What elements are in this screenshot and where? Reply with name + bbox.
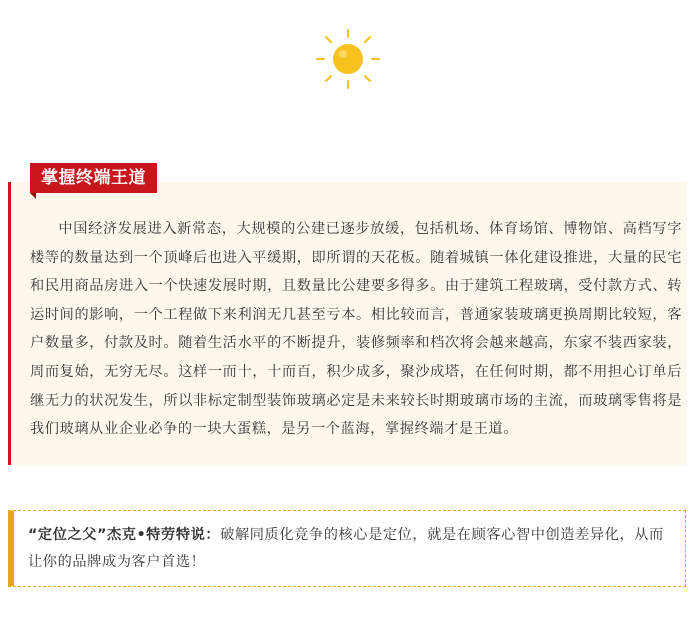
sun-icon [312, 27, 384, 91]
quote-lead: “定位之父”杰克•特劳特说： [28, 527, 221, 543]
quote-text [28, 522, 678, 576]
section-title-tag: 掌握终端王道 [30, 163, 157, 193]
section-tag-fold [30, 193, 36, 199]
quote-body: 破解同质化竞争的核心是定位，就是在顾客心智中创造差异化，从而让你的品牌成为客户首选！ [28, 527, 664, 570]
section-paragraph: 中国经济发展进入新常态，大规模的公建已逐步放缓，包括机场、体育场馆、博物馆、高档写字楼等的数量达到一个顶峰后也进入平缓期，即所谓的天花板。随着城镇一体化建设推进，大量的民宅和民用商品房进入一个快速发展时期，且数量比公建要多得多。由于建筑工程玻璃，受付款方式、转运时间的影响，一个工程做下来利润无几甚至亏本。相比较而言，普通家装玻璃更换周期比较短，客户数量多，付款及时。随着生活水平的不断提升，装修频率和档次将会越来越高，东家不装西家装，周而复始，无穷无尽。这样一而十，十而百，积少成多，聚沙成塔，在任何时期，都不用担心订单后继无力的状况发生，所以非标定制型装饰玻璃必定是未来较长时期玻璃市场的主流，而玻璃零售将是我们玻璃从业企业必争的一块大蛋糕，是另一个蓝海，掌握终端才是王道。 [30, 221, 682, 438]
